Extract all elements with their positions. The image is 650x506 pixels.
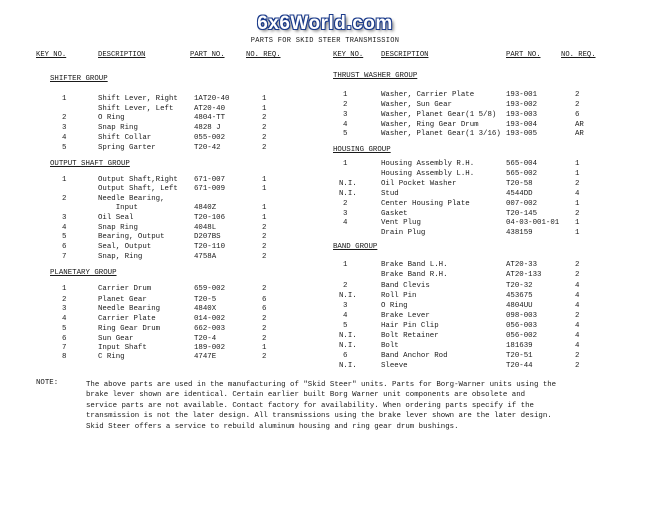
part-desc: Bearing, Output (98, 233, 165, 241)
part-key: 6 (343, 352, 348, 360)
part-desc: Roll Pin (381, 292, 417, 300)
part-desc: Input (98, 204, 138, 212)
part-key: 4 (343, 312, 348, 320)
part-key: 3 (62, 214, 67, 222)
part-part: 056-002 (506, 332, 538, 340)
part-req: 2 (262, 253, 267, 261)
part-desc: Ring Gear Drum (98, 325, 161, 333)
part-req: 1 (262, 214, 267, 222)
part-key: 3 (343, 111, 348, 119)
part-part: 659-002 (194, 285, 226, 293)
part-part: T20-110 (194, 243, 226, 251)
part-req: 1 (262, 95, 267, 103)
part-desc: Carrier Drum (98, 285, 152, 293)
part-key: 5 (62, 325, 67, 333)
part-desc: Shift Collar (98, 134, 152, 142)
part-part: 4048L (194, 224, 217, 232)
part-part: 193-002 (506, 101, 538, 109)
part-req: 1 (262, 105, 267, 113)
part-desc: Output Shaft,Right (98, 176, 178, 184)
part-key: 4 (343, 121, 348, 129)
right-header-key: KEY NO. (333, 51, 364, 59)
part-req: 4 (575, 322, 580, 330)
part-part: T20-42 (194, 144, 221, 152)
part-desc: Stud (381, 190, 399, 198)
part-part: 193-003 (506, 111, 538, 119)
part-key: N.I. (339, 180, 357, 188)
left-header-key: KEY NO. (36, 51, 67, 59)
part-desc: Brake Lever (381, 312, 430, 320)
part-desc: Sun Gear (98, 335, 134, 343)
part-desc: Housing Assembly L.H. (381, 170, 475, 178)
part-req: 2 (262, 224, 267, 232)
part-req: 2 (575, 210, 580, 218)
part-req: 2 (262, 114, 267, 122)
right-header-desc: DESCRIPTION (381, 51, 429, 59)
part-key: 7 (62, 344, 67, 352)
part-desc: Snap, Ring (98, 253, 143, 261)
part-req: 2 (262, 335, 267, 343)
part-req: 6 (262, 305, 267, 313)
part-req: 4 (575, 282, 580, 290)
part-desc: Needle Bearing, (98, 195, 165, 203)
part-key: 8 (62, 353, 67, 361)
part-part: 4758A (194, 253, 217, 261)
part-req: 2 (262, 325, 267, 333)
part-key: 2 (343, 282, 348, 290)
note-text: The above parts are used in the manufacturing of "Skid Steer" units. Parts for Borg-Warner units using the brake lever shown are identical. Certain earlier built Borg Warner unit components are obsolete and service parts are not available. Contact factory for availability. When ordering parts specify if the transmission is not the later design. All transmissions using the brake lever shown are the later design. Skid Steer offers a service to rebuild aluminum housing and ring gear drum bushings. (86, 381, 557, 431)
part-desc: Planet Gear (98, 296, 147, 304)
part-desc: Housing Assembly R.H. (381, 160, 475, 168)
part-desc: Band Clevis (381, 282, 430, 290)
site-logo: 6x6World.com (257, 13, 393, 34)
part-part: T20-32 (506, 282, 533, 290)
part-key: N.I. (339, 190, 357, 198)
part-desc: Bolt (381, 342, 399, 350)
part-part: 453675 (506, 292, 533, 300)
part-desc: Washer, Carrier Plate (381, 91, 475, 99)
part-part: 565-004 (506, 160, 538, 168)
part-req: 1 (262, 204, 267, 212)
part-desc: Shift Lever, Left (98, 105, 174, 113)
part-req: 2 (575, 91, 580, 99)
part-part: AT20-133 (506, 271, 542, 279)
part-req: 4 (575, 342, 580, 350)
part-part: 04-03-001-01 (506, 219, 560, 227)
part-req: 2 (575, 362, 580, 370)
part-key: 6 (62, 243, 67, 251)
part-req: 2 (575, 352, 580, 360)
part-desc: Gasket (381, 210, 408, 218)
section-heading: PLANETARY GROUP (50, 269, 117, 277)
part-desc: Brake Band R.H. (381, 271, 448, 279)
part-part: AT20-40 (194, 105, 226, 113)
part-key: N.I. (339, 292, 357, 300)
part-key: 3 (62, 124, 67, 132)
section-heading: SHIFTER GROUP (50, 75, 108, 83)
section-heading: THRUST WASHER GROUP (333, 72, 418, 80)
part-part: D207BS (194, 233, 221, 241)
part-part: 055-002 (194, 134, 226, 142)
part-key: 5 (343, 130, 348, 138)
part-part: 671-007 (194, 176, 226, 184)
part-part: 007-002 (506, 200, 538, 208)
part-part: T20-51 (506, 352, 533, 360)
part-key: 2 (62, 114, 67, 122)
part-desc: Washer, Sun Gear (381, 101, 452, 109)
part-req: 1 (575, 219, 580, 227)
part-req: 6 (262, 296, 267, 304)
part-part: 4804-TT (194, 114, 226, 122)
part-part: T20-106 (194, 214, 226, 222)
part-req: 2 (575, 271, 580, 279)
part-part: 4747E (194, 353, 217, 361)
part-req: 2 (575, 312, 580, 320)
section-heading: OUTPUT SHAFT GROUP (50, 160, 130, 168)
part-req: 2 (575, 261, 580, 269)
part-key: 3 (343, 210, 348, 218)
part-key: 6 (62, 335, 67, 343)
part-key: 1 (343, 261, 348, 269)
part-desc: Oil Seal (98, 214, 134, 222)
part-desc: Snap Ring (98, 124, 138, 132)
part-key: 5 (62, 233, 67, 241)
part-req: AR (575, 121, 584, 129)
right-header-req: NO. REQ. (561, 51, 596, 59)
part-req: 2 (262, 134, 267, 142)
part-key: 4 (62, 224, 67, 232)
part-desc: Snap Ring (98, 224, 138, 232)
left-header-req: NO. REQ. (246, 51, 281, 59)
part-req: 1 (575, 200, 580, 208)
part-desc: O Ring (98, 114, 125, 122)
part-desc: Washer, Ring Gear Drum (381, 121, 479, 129)
part-req: 2 (262, 233, 267, 241)
part-part: 4544DD (506, 190, 533, 198)
part-key: 4 (62, 134, 67, 142)
part-key: 4 (343, 219, 348, 227)
part-part: T20-58 (506, 180, 533, 188)
part-part: 098-003 (506, 312, 538, 320)
part-part: T20-44 (506, 362, 533, 370)
part-key: 7 (62, 253, 67, 261)
part-req: AR (575, 130, 584, 138)
part-part: 193-001 (506, 91, 538, 99)
part-req: 6 (575, 111, 580, 119)
part-req: 1 (575, 160, 580, 168)
part-desc: O Ring (381, 302, 408, 310)
part-key: 2 (62, 296, 67, 304)
part-desc: Oil Pocket Washer (381, 180, 457, 188)
right-header-part: PART NO. (506, 51, 541, 59)
part-desc: Band Anchor Rod (381, 352, 448, 360)
part-desc: Seal, Output (98, 243, 152, 251)
part-key: 5 (62, 144, 67, 152)
part-part: 189-002 (194, 344, 226, 352)
part-part: 1AT20-40 (194, 95, 230, 103)
part-req: 1 (575, 229, 580, 237)
left-header-desc: DESCRIPTION (98, 51, 146, 59)
part-desc: Sleeve (381, 362, 408, 370)
part-key: N.I. (339, 342, 357, 350)
section-heading: HOUSING GROUP (333, 146, 391, 154)
part-part: 565-002 (506, 170, 538, 178)
part-req: 4 (575, 190, 580, 198)
page-title: PARTS FOR SKID STEER TRANSMISSION (250, 37, 400, 45)
part-desc: Shift Lever, Right (98, 95, 178, 103)
part-part: 4828 J (194, 124, 221, 132)
note-label: NOTE: (36, 379, 59, 387)
part-req: 4 (575, 302, 580, 310)
part-req: 1 (262, 344, 267, 352)
part-req: 1 (575, 170, 580, 178)
part-part: 4804UU (506, 302, 533, 310)
part-part: T20-145 (506, 210, 538, 218)
part-desc: Bolt Retainer (381, 332, 439, 340)
part-req: 2 (575, 180, 580, 188)
part-key: 4 (62, 315, 67, 323)
part-key: 2 (62, 195, 67, 203)
part-desc: Vent Plug (381, 219, 421, 227)
part-req: 4 (575, 332, 580, 340)
part-req: 2 (262, 285, 267, 293)
part-desc: C Ring (98, 353, 125, 361)
part-part: 193-004 (506, 121, 538, 129)
part-key: 1 (62, 95, 67, 103)
part-desc: Center Housing Plate (381, 200, 470, 208)
part-key: N.I. (339, 332, 357, 340)
part-desc: Input Shaft (98, 344, 147, 352)
part-part: 056-003 (506, 322, 538, 330)
part-part: 662-003 (194, 325, 226, 333)
part-req: 2 (262, 144, 267, 152)
part-desc: Drain Plug (381, 229, 426, 237)
part-req: 2 (262, 124, 267, 132)
part-desc: Needle Bearing (98, 305, 161, 313)
part-desc: Carrier Plate (98, 315, 156, 323)
part-desc: Output Shaft, Left (98, 185, 178, 193)
part-req: 2 (262, 353, 267, 361)
part-key: 2 (343, 101, 348, 109)
part-desc: Washer, Planet Gear(1 3/16) (381, 130, 501, 138)
part-part: 4840X (194, 305, 217, 313)
part-key: N.I. (339, 362, 357, 370)
part-req: 2 (575, 101, 580, 109)
part-key: 1 (62, 176, 67, 184)
part-req: 2 (262, 243, 267, 251)
part-req: 1 (262, 185, 267, 193)
part-part: 193-005 (506, 130, 538, 138)
part-key: 1 (343, 91, 348, 99)
part-part: 671-009 (194, 185, 226, 193)
part-part: 438159 (506, 229, 533, 237)
part-part: 4840Z (194, 204, 217, 212)
part-part: AT20-33 (506, 261, 538, 269)
section-heading: BAND GROUP (333, 243, 378, 251)
part-key: 2 (343, 200, 348, 208)
part-req: 4 (575, 292, 580, 300)
part-desc: Spring Garter (98, 144, 156, 152)
part-key: 3 (343, 302, 348, 310)
part-key: 1 (343, 160, 348, 168)
left-header-part: PART NO. (190, 51, 225, 59)
part-part: T20-4 (194, 335, 217, 343)
part-req: 1 (262, 176, 267, 184)
part-key: 3 (62, 305, 67, 313)
part-part: T20-5 (194, 296, 217, 304)
part-desc: Washer, Planet Gear(1 5/8) (381, 111, 497, 119)
part-key: 5 (343, 322, 348, 330)
part-part: 181639 (506, 342, 533, 350)
part-key: 1 (62, 285, 67, 293)
part-req: 2 (262, 315, 267, 323)
part-desc: Brake Band L.H. (381, 261, 448, 269)
part-part: 014-002 (194, 315, 226, 323)
part-desc: Hair Pin Clip (381, 322, 439, 330)
